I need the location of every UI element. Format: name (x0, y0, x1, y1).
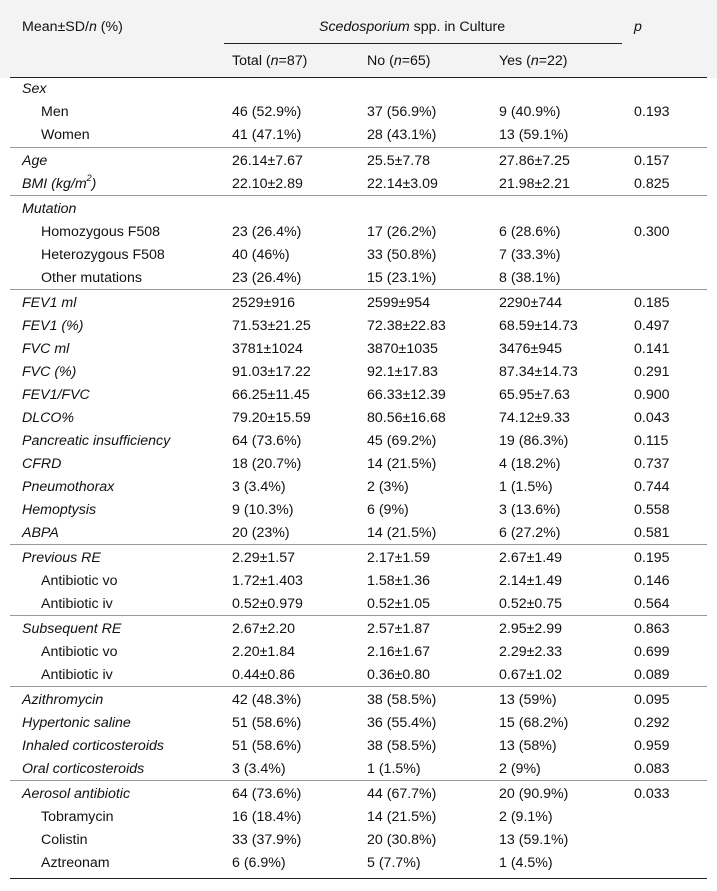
section-divider (10, 780, 707, 781)
cell-p-value: 0.185 (634, 295, 670, 311)
cell-total: 40 (46%) (232, 247, 290, 263)
cell-total: 51 (58.6%) (232, 738, 302, 754)
culture-group-header: Scedosporium spp. in Culture (319, 19, 506, 35)
cell-yes: 2.29±2.33 (499, 644, 563, 660)
cell-no: 14 (21.5%) (367, 456, 437, 472)
cell-no: 80.56±16.68 (367, 410, 446, 426)
cell-yes: 13 (59%) (499, 692, 557, 708)
cell-no: 22.14±3.09 (367, 176, 438, 192)
row-label: Pancreatic insufficiency (22, 433, 171, 449)
cell-p-value: 0.737 (634, 456, 670, 472)
cell-yes: 0.52±0.75 (499, 596, 563, 612)
header-bottom-rule (10, 77, 707, 78)
cell-no: 28 (43.1%) (367, 127, 437, 143)
cell-no: 17 (26.2%) (367, 224, 437, 240)
section-divider (10, 615, 707, 616)
cell-yes: 3476±945 (499, 341, 563, 357)
row-label: Azithromycin (22, 692, 104, 708)
cell-total: 2.67±2.20 (232, 621, 296, 637)
row-label: Pneumothorax (22, 479, 115, 495)
cell-p-value: 0.115 (634, 433, 669, 449)
cell-p-value: 0.193 (634, 104, 670, 120)
cell-yes: 13 (59.1%) (499, 127, 569, 143)
cell-yes: 1 (4.5%) (499, 855, 553, 871)
cell-p-value: 0.291 (634, 364, 670, 380)
cell-total: 20 (23%) (232, 525, 290, 541)
row-label: FEV1/FVC (22, 387, 90, 403)
row-label: CFRD (22, 456, 62, 472)
cell-no: 66.33±12.39 (367, 387, 446, 403)
cell-total: 41 (47.1%) (232, 127, 302, 143)
cell-no: 6 (9%) (367, 502, 409, 518)
cell-total: 3 (3.4%) (232, 761, 286, 777)
row-label: Tobramycin (41, 809, 114, 825)
cell-yes: 2.14±1.49 (499, 573, 563, 589)
cell-yes: 87.34±14.73 (499, 364, 578, 380)
cell-p-value: 0.157 (634, 153, 670, 169)
row-label: FEV1 ml (22, 295, 77, 311)
row-label: Oral corticosteroids (22, 761, 145, 777)
row-label: Hemoptysis (22, 502, 97, 518)
row-label: DLCO% (22, 410, 75, 426)
cell-no: 5 (7.7%) (367, 855, 421, 871)
cell-total: 71.53±21.25 (232, 318, 311, 334)
cell-no: 14 (21.5%) (367, 525, 437, 541)
cell-p-value: 0.195 (634, 550, 670, 566)
cell-no: 2.57±1.87 (367, 621, 431, 637)
stub-header: Mean±SD/n (%) (22, 19, 123, 35)
cell-total: 51 (58.6%) (232, 715, 302, 731)
cell-total: 6 (6.9%) (232, 855, 286, 871)
cell-yes: 2290±744 (499, 295, 563, 311)
cell-total: 2.29±1.57 (232, 550, 296, 566)
row-label: FVC ml (22, 341, 70, 357)
cell-p-value: 0.141 (634, 341, 670, 357)
no-header: No (n=65) (367, 53, 431, 69)
cell-total: 3781±1024 (232, 341, 303, 357)
cell-total: 33 (37.9%) (232, 832, 302, 848)
table-bottom-rule (10, 878, 707, 879)
cell-total: 79.20±15.59 (232, 410, 311, 426)
cell-no: 25.5±7.78 (367, 153, 431, 169)
row-label: Women (41, 127, 90, 143)
section-divider (10, 686, 707, 687)
cell-p-value: 0.300 (634, 224, 670, 240)
cell-yes: 6 (27.2%) (499, 525, 561, 541)
cell-no: 92.1±17.83 (367, 364, 438, 380)
cell-p-value: 0.558 (634, 502, 670, 518)
cell-yes: 2.95±2.99 (499, 621, 563, 637)
cell-yes: 21.98±2.21 (499, 176, 570, 192)
row-label: Men (41, 104, 69, 120)
row-label: BMI $(kg/m^2)$ (22, 173, 97, 192)
row-label: Sex (22, 81, 47, 97)
yes-header: Yes (n=22) (499, 53, 568, 69)
cell-total: 42 (48.3%) (232, 692, 302, 708)
cell-no: 2599±954 (367, 295, 431, 311)
row-label: Antibiotic vo (41, 573, 118, 589)
cell-total: 2529±916 (232, 295, 296, 311)
cell-yes: 2 (9.1%) (499, 809, 553, 825)
cell-p-value: 0.033 (634, 786, 670, 802)
cell-p-value: 0.959 (634, 738, 670, 754)
row-label: Age (22, 153, 48, 169)
table-header-background (0, 0, 717, 78)
cell-p-value: 0.292 (634, 715, 670, 731)
cell-total: 0.52±0.979 (232, 596, 303, 612)
cell-no: 2.17±1.59 (367, 550, 431, 566)
cell-yes: 27.86±7.25 (499, 153, 570, 169)
cell-p-value: 0.581 (634, 525, 670, 541)
cell-total: 3 (3.4%) (232, 479, 286, 495)
cell-total: 64 (73.6%) (232, 433, 302, 449)
cell-p-value: 0.083 (634, 761, 670, 777)
section-divider (10, 195, 707, 196)
row-label: FEV1 (%) (22, 318, 84, 334)
cell-yes: 2 (9%) (499, 761, 541, 777)
cell-total: 23 (26.4%) (232, 270, 302, 286)
cell-yes: 9 (40.9%) (499, 104, 561, 120)
cell-no: 33 (50.8%) (367, 247, 437, 263)
cell-no: 2 (3%) (367, 479, 409, 495)
cell-p-value: 0.146 (634, 573, 670, 589)
cell-no: 3870±1035 (367, 341, 438, 357)
row-label: Mutation (22, 201, 77, 217)
cell-yes: 15 (68.2%) (499, 715, 569, 731)
cell-yes: 6 (28.6%) (499, 224, 561, 240)
cell-yes: 74.12±9.33 (499, 410, 570, 426)
cell-no: 44 (67.7%) (367, 786, 437, 802)
cell-total: 64 (73.6%) (232, 786, 302, 802)
cell-total: 46 (52.9%) (232, 104, 302, 120)
row-label: Antibiotic vo (41, 644, 118, 660)
cell-no: 1.58±1.36 (367, 573, 431, 589)
cell-no: 38 (58.5%) (367, 738, 437, 754)
row-label: FVC (%) (22, 364, 77, 380)
cell-total: 16 (18.4%) (232, 809, 302, 825)
row-label: Other mutations (41, 270, 142, 286)
cell-yes: 4 (18.2%) (499, 456, 561, 472)
cell-p-value: 0.699 (634, 644, 670, 660)
total-header: Total (n=87) (232, 53, 308, 69)
row-label: Hypertonic saline (22, 715, 131, 731)
cell-yes: 0.67±1.02 (499, 667, 563, 683)
cell-yes: 1 (1.5%) (499, 479, 553, 495)
cell-yes: 65.95±7.63 (499, 387, 570, 403)
row-label: Aztreonam (41, 855, 110, 871)
cell-no: 38 (58.5%) (367, 692, 437, 708)
cell-p-value: 0.863 (634, 621, 670, 637)
cell-no: 37 (56.9%) (367, 104, 437, 120)
cell-no: 14 (21.5%) (367, 809, 437, 825)
cell-total: 66.25±11.45 (232, 387, 310, 403)
cell-total: 18 (20.7%) (232, 456, 302, 472)
row-label: Antibiotic iv (41, 596, 113, 612)
cell-total: 2.20±1.84 (232, 644, 296, 660)
cell-p-value: 0.497 (634, 318, 670, 334)
cell-no: 45 (69.2%) (367, 433, 437, 449)
cell-no: 0.52±1.05 (367, 596, 431, 612)
cell-total: 9 (10.3%) (232, 502, 294, 518)
group-underline (224, 43, 622, 44)
row-label: Colistin (41, 832, 88, 848)
section-divider (10, 544, 707, 545)
row-label: Homozygous F508 (41, 224, 161, 240)
cell-total: 1.72±1.403 (232, 573, 303, 589)
cell-total: 22.10±2.89 (232, 176, 303, 192)
row-label: Aerosol antibiotic (22, 786, 131, 802)
cell-yes: 13 (58%) (499, 738, 557, 754)
cell-p-value: 0.089 (634, 667, 670, 683)
cell-no: 15 (23.1%) (367, 270, 437, 286)
cell-p-value: 0.744 (634, 479, 670, 495)
cell-no: 20 (30.8%) (367, 832, 437, 848)
cell-p-value: 0.095 (634, 692, 670, 708)
cell-p-value: 0.900 (634, 387, 670, 403)
section-divider (10, 289, 707, 290)
cell-p-value: 0.043 (634, 410, 670, 426)
cell-no: 72.38±22.83 (367, 318, 446, 334)
row-label: ABPA (22, 525, 59, 541)
cell-total: 23 (26.4%) (232, 224, 302, 240)
row-label: Antibiotic iv (41, 667, 113, 683)
cell-total: 0.44±0.86 (232, 667, 296, 683)
cell-no: 2.16±1.67 (367, 644, 431, 660)
section-divider (10, 147, 707, 148)
row-label: Previous RE (22, 550, 101, 566)
cell-p-value: 0.564 (634, 596, 670, 612)
cell-no: 0.36±0.80 (367, 667, 431, 683)
cell-no: 1 (1.5%) (367, 761, 421, 777)
cell-yes: 3 (13.6%) (499, 502, 561, 518)
row-label: Inhaled corticosteroids (22, 738, 164, 754)
cell-yes: 13 (59.1%) (499, 832, 569, 848)
cell-no: 36 (55.4%) (367, 715, 437, 731)
cell-yes: 68.59±14.73 (499, 318, 578, 334)
cell-yes: 7 (33.3%) (499, 247, 561, 263)
cell-yes: 2.67±1.49 (499, 550, 563, 566)
cell-total: 26.14±7.67 (232, 153, 303, 169)
cell-p-value: 0.825 (634, 176, 670, 192)
row-label: Subsequent RE (22, 621, 122, 637)
cell-yes: 19 (86.3%) (499, 433, 569, 449)
p-value-header: p (634, 19, 642, 35)
cell-yes: 20 (90.9%) (499, 786, 569, 802)
cell-yes: 8 (38.1%) (499, 270, 561, 286)
cell-total: 91.03±17.22 (232, 364, 311, 380)
row-label: Heterozygous F508 (41, 247, 165, 263)
